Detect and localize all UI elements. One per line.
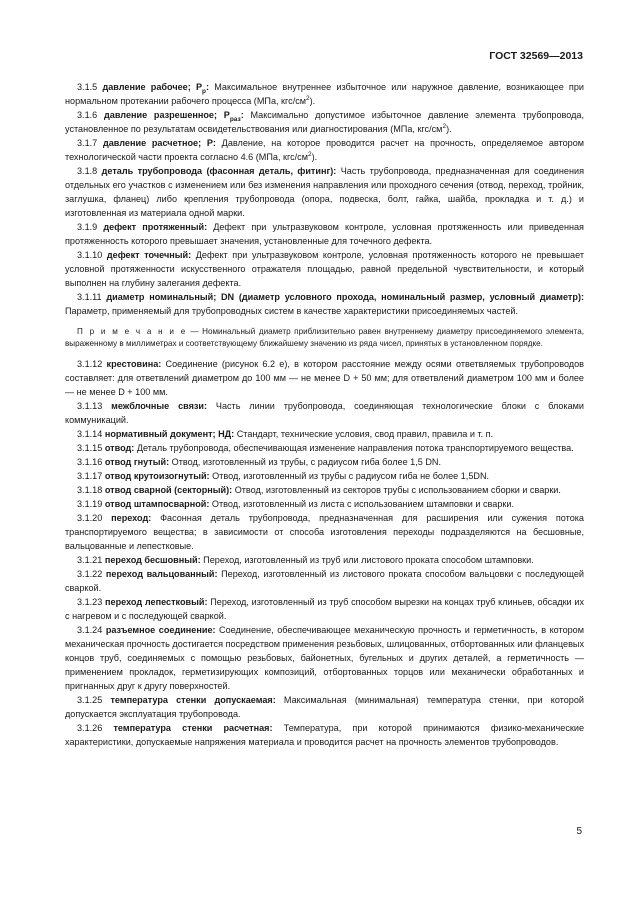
definitions-group-1	[65, 80, 584, 318]
defined-term	[111, 401, 207, 411]
definition-paragraph	[65, 721, 584, 749]
definition-tail: ).	[311, 152, 318, 162]
definition-text: Часть трубопровода, предназначенная для соединения отдельных его участков с изменением или без изменения направления или проходного сечения (отвод, переход, тройник, заглушка, фланец) либо крепления трубопровода (опора, подвеска, болт, гайка, шайба, прокладка и т. д.) и изготовленная из материала одной марки.	[65, 166, 584, 218]
clause-number: 3.1.18	[77, 485, 103, 495]
term-text: температура стенки расчетная:	[113, 723, 273, 733]
term-text: разъемное соединение:	[105, 625, 216, 635]
clause-number: 3.1.8	[77, 166, 98, 176]
document-code-header: ГОСТ 32569—2013	[489, 50, 583, 62]
definition-paragraph	[65, 248, 584, 290]
defined-term	[107, 250, 191, 260]
definition-text: Фасонная деталь трубопровода, предназначенная для расширения или сужения потока транспортируемого вещества; в зависимости от способа изготовления переходы подразделяются на бесшовные, вальцованные и лепестковые.	[65, 513, 584, 551]
term-text: давление рабочее; P	[102, 82, 203, 92]
defined-term	[105, 429, 234, 439]
defined-term	[113, 723, 272, 733]
definition-paragraph	[65, 441, 584, 455]
term-text: отвод:	[104, 443, 135, 453]
definition-text: Соединение (рисунок 6.2 е), в котором расстояние между осями ответвляемых трубопроводов составляет: для ответвлений диаметром до 100 мм — не менее D + 50 мм; для ответвлений диаметром 100 мм и более — не менее D + 100 мм.	[65, 359, 585, 397]
defined-term	[103, 138, 216, 148]
definition-paragraph	[65, 290, 584, 318]
clause-number: 3.1.15	[77, 443, 103, 453]
definition-text: Параметр, применяемый для трубопроводных систем в качестве характеристики присоединяемых частей.	[65, 306, 518, 316]
definition-text: Максимально допустимое избыточное давление элемента трубопровода, установленное по результатам освидетельствования или диагностирования (МПа, кгс/см	[65, 110, 584, 134]
definition-text: Переход, изготовленный из труб способом вырезки на концах труб клиньев, обсадки их с нагревом и с последующей сваркой.	[65, 597, 584, 621]
clause-number: 3.1.25	[77, 695, 103, 705]
definition-paragraph	[65, 623, 584, 693]
clause-number: 3.1.11	[77, 292, 102, 302]
note-paragraph	[65, 326, 584, 349]
unit-superscript: 2	[306, 94, 310, 102]
definition-text: Дефект при ультразвуковом контроле, условная протяженность которого не превышает условной протяженности искусственного отражателя площадью, равной предельной чувствительности, и который выполнен на глубину залегания дефекта.	[65, 250, 584, 288]
defined-term	[103, 110, 244, 123]
definition-text: Отвод, изготовленный из трубы с радиусом гиба не более 1,5DN.	[209, 471, 490, 481]
definition-text: Давление, на которое проводится расчет на прочность, определяемое автором технологической части проекта согласно 4.6 (МПа, кгс/см	[65, 138, 585, 162]
definition-paragraph	[65, 693, 584, 721]
term-text: переход вальцованный:	[105, 569, 218, 579]
term-text: отвод гнутый:	[104, 457, 170, 467]
definition-paragraph	[65, 164, 584, 220]
definition-tail: ).	[446, 124, 452, 134]
term-text: переход бесшовный:	[104, 555, 201, 565]
clause-number: 3.1.6	[77, 110, 98, 120]
clause-number: 3.1.5	[77, 82, 98, 92]
definition-text: Переход, изготовленный из листового проката способом вальцовки с последующей сваркой.	[65, 569, 585, 593]
term-colon: :	[240, 110, 244, 120]
clause-number: 3.1.10	[77, 250, 103, 260]
defined-term	[106, 625, 216, 635]
defined-term	[105, 485, 232, 495]
definition-paragraph	[65, 399, 584, 427]
unit-superscript: 2	[442, 122, 447, 130]
note-label: П р и м е ч а н и е	[77, 327, 187, 336]
definition-paragraph	[65, 567, 584, 595]
definition-text: Часть линии трубопровода, соединяющая технологические блоки с блоками коммуникаций.	[65, 401, 584, 425]
defined-term	[105, 457, 169, 467]
definition-text: Дефект при ультразвуковом контроле, условная протяженность или приведенная протяженность которого превышает значения, установленные для точечного дефекта.	[65, 222, 584, 246]
definition-text: Соединение, обеспечивающее механическую прочность и герметичность, в котором механическая прочность достигается посредством применения резьбовых, шлицованных, отбортованных или фланцевых концов труб, соединяемых с помощью резьбовых, байонетных, бугельных и других деталей, а герметичность — применением прокладок, герметизирующих композиций, отбортованных торцов или механически обработанных и пригнанных друг к другу поверхностей.	[65, 625, 584, 691]
term-text: диаметр номинальный; DN (диаметр условного прохода, номинальный размер, условный диаметр):	[106, 292, 584, 302]
definition-paragraph	[65, 511, 584, 553]
clause-number: 3.1.7	[77, 138, 98, 148]
definition-text: Отвод, изготовленный из листа с использованием штамповки и сварки.	[209, 499, 514, 509]
definition-paragraph	[65, 80, 584, 108]
clause-number: 3.1.16	[77, 457, 103, 467]
definition-paragraph	[65, 357, 584, 399]
defined-term	[105, 471, 210, 481]
note-text: — Номинальный диаметр приблизительно равен внутреннему диаметру присоединяемого элемента, выраженному в миллиметрах и соответствующему ближайшему значению из ряда чисел, принятых в установленном порядке.	[65, 327, 584, 348]
term-text: нормативный документ; НД:	[104, 429, 235, 439]
clause-number: 3.1.24	[77, 625, 103, 635]
unit-superscript: 2	[307, 150, 312, 158]
clause-number: 3.1.17	[77, 471, 103, 481]
term-colon: :	[206, 82, 210, 92]
clause-number: 3.1.12	[77, 359, 103, 369]
term-subscript: раз	[229, 115, 241, 123]
term-text: отвод сварной (секторный):	[104, 485, 233, 495]
defined-term	[103, 222, 207, 232]
defined-term	[102, 82, 210, 95]
definition-text: Переход, изготовленный из труб или листового проката способом штамповки.	[200, 555, 534, 565]
term-text: дефект точечный:	[106, 250, 192, 260]
clause-number: 3.1.19	[77, 499, 103, 509]
term-text: температура стенки допускаемая:	[110, 695, 276, 705]
definition-text: Максимальное внутреннее избыточное или наружное давление, возникающее при нормальном протекании рабочего процесса (МПа, кгс/см	[65, 82, 584, 106]
term-text: давление разрешенное; P	[103, 110, 230, 120]
term-text: отвод крутоизогнутый:	[104, 471, 210, 481]
definition-text: Максимальная (минимальная) температура стенки, при которой допускается эксплуатация трубопровода.	[65, 695, 584, 719]
defined-term	[111, 513, 151, 523]
defined-term	[102, 166, 337, 176]
term-text: отвод штампосварной:	[104, 499, 210, 509]
defined-term	[105, 597, 207, 607]
definition-text: Температура, при которой принимаются физико-механические характеристики, допускаемые напряжения материала и проводится расчет на прочность элементов трубопроводов.	[65, 723, 585, 747]
definition-paragraph	[65, 483, 584, 497]
definition-text: Деталь трубопровода, обеспечивающая изменение направления потока транспортируемого вещества.	[134, 443, 574, 453]
definition-tail: ).	[309, 96, 316, 106]
definition-paragraph	[65, 497, 584, 511]
defined-term	[106, 569, 218, 579]
clause-number: 3.1.13	[77, 401, 103, 411]
clause-number: 3.1.21	[77, 555, 103, 565]
term-subscript: р	[202, 87, 207, 95]
clause-number: 3.1.9	[77, 222, 98, 232]
defined-term	[105, 499, 210, 509]
definition-paragraph	[65, 108, 584, 136]
definition-paragraph	[65, 220, 584, 248]
term-text: крестовина:	[106, 359, 162, 369]
term-text: дефект протяженный:	[103, 222, 208, 232]
clause-number: 3.1.14	[77, 429, 103, 439]
definition-paragraph	[65, 455, 584, 469]
definition-text: Отвод, изготовленный из секторов трубы с использованием сборки и сварки.	[232, 485, 561, 495]
term-text: переход лепестковый:	[105, 597, 208, 607]
definition-paragraph	[65, 553, 584, 567]
definition-text: Стандарт, технические условия, свод правил, правила и т. п.	[234, 429, 494, 439]
term-text: давление расчетное; P:	[102, 138, 216, 148]
term-text: межблочные связи:	[111, 401, 208, 411]
page-number: 5	[576, 826, 582, 837]
clause-number: 3.1.23	[77, 597, 103, 607]
defined-term	[105, 555, 201, 565]
definition-paragraph	[65, 427, 584, 441]
defined-term	[106, 292, 584, 302]
defined-term	[105, 443, 135, 453]
term-text: переход:	[111, 513, 152, 523]
definition-paragraph	[65, 595, 584, 623]
document-body	[65, 80, 584, 749]
definitions-group-2	[65, 357, 584, 749]
term-text: деталь трубопровода (фасонная деталь, фитинг):	[101, 166, 337, 176]
defined-term	[107, 359, 162, 369]
definition-paragraph	[65, 136, 584, 164]
clause-number: 3.1.20	[77, 513, 103, 523]
defined-term	[110, 695, 275, 705]
definition-text: Отвод, изготовленный из трубы, с радиусом гиба более 1,5 DN.	[169, 457, 442, 467]
definition-paragraph	[65, 469, 584, 483]
clause-number: 3.1.22	[77, 569, 103, 579]
clause-number: 3.1.26	[77, 723, 103, 733]
